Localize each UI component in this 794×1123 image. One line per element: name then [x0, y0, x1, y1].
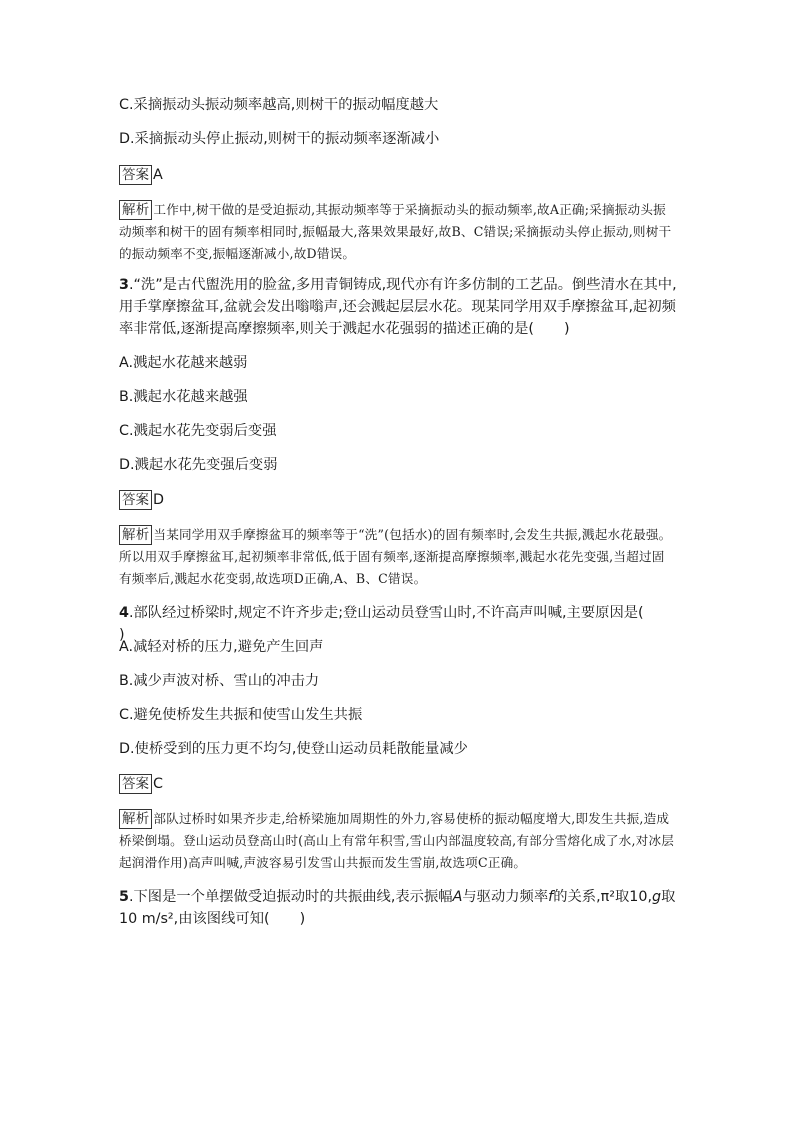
answer-value: A	[153, 167, 163, 183]
explanation-label: 解析	[119, 200, 152, 220]
answer-label: 答案	[119, 774, 152, 794]
explanation-text: 部队过桥时如果齐步走,给桥梁施加周期性的外力,容易使桥的振动幅度增大,即发生共振,造成桥梁倒塌。登山运动员登高山时(高山上有常年积雪,雪山内部温度较高,有部分雪熔化成了水,对冰层起润滑作用)高声叫喊,声波容易引发雪山共振而发生雪崩,故选项C正确。	[119, 811, 675, 870]
answer-value: C	[153, 776, 163, 792]
q4-stem: 4.部队经过桥梁时,规定不许齐步走;登山运动员登雪山时,不许高声叫喊,主要原因是()	[119, 605, 644, 643]
q2-option-d: D.采摘振动头停止振动,则树干的振动频率逐渐减小	[119, 131, 440, 147]
var-amplitude: A	[452, 889, 463, 905]
q3-stem: 3.“洗”是古代盥洗用的脸盆,多用青铜铸成,现代亦有许多仿制的工艺品。倒些清水在其中,用手掌摩擦盆耳,盆就会发出嗡嗡声,还会溅起层层水花。现某同学用双手摩擦盆耳,起初频率非常低,逐渐提高摩擦频率,则关于溅起水花强弱的描述正确的是( )	[119, 277, 677, 337]
question-number: 4	[119, 605, 129, 621]
q3-answer	[119, 489, 677, 511]
q2-answer	[119, 164, 677, 186]
question-number: 3	[119, 277, 129, 293]
answer-value: D	[153, 492, 165, 508]
q4-option-b: B.减少声波对桥、雪山的冲击力	[119, 673, 320, 689]
q3-option-a: A.溅起水花越来越弱	[119, 355, 248, 371]
var-frequency: f	[548, 889, 554, 905]
explanation-text: 工作中,树干做的是受迫振动,其振动频率等于采摘振动头的振动频率,故A正确;采摘振动头振动频率和树干的固有频率相同时,振幅最大,落果效果最好,故B、C错误;采摘振动头停止振动,则树干的振动频率不变,振幅逐渐减小,故D错误。	[119, 202, 672, 261]
q4-answer	[119, 773, 677, 795]
q2-option-c: C.采摘振动头振动频率越高,则树干的振动幅度越大	[119, 97, 439, 113]
explanation-label: 解析	[119, 525, 152, 545]
q5-stem: 5.下图是一个单摆做受迫振动时的共振曲线,表示振幅A与驱动力频率f的关系,π²取10,g取 10 m/s²,由该图线可知( )	[119, 889, 676, 927]
q4-option-c: C.避免使桥发生共振和使雪山发生共振	[119, 707, 363, 723]
q3-option-c: C.溅起水花先变弱后变强	[119, 423, 277, 439]
question-text: .部队经过桥梁时,规定不许齐步走;登山运动员登雪山时,不许高声叫喊,主要原因是(	[128, 605, 644, 621]
explanation-text: 当某同学用双手摩擦盆耳的频率等于“洗”(包括水)的固有频率时,会发生共振,溅起水花最强。所以用双手摩擦盆耳,起初频率非常低,低于固有频率,逐渐提高摩擦频率,溅起水花先变强,当超过固有频率后,溅起水花变弱,故选项D正确,A、B、C错误。	[119, 527, 672, 586]
q4-option-a: A.减轻对桥的压力,避免产生回声	[119, 639, 324, 655]
question-number: 5	[119, 889, 129, 905]
q4-option-d: D.使桥受到的压力更不均匀,使登山运动员耗散能量减少	[119, 741, 468, 757]
var-gravity: g	[652, 889, 662, 905]
q3-explanation	[119, 524, 677, 590]
explanation-label: 解析	[119, 809, 152, 829]
q3-option-d: D.溅起水花先变强后变弱	[119, 457, 278, 473]
question-text: .“洗”是古代盥洗用的脸盆,多用青铜铸成,现代亦有许多仿制的工艺品。倒些清水在其中,用手掌摩擦盆耳,盆就会发出嗡嗡声,还会溅起层层水花。现某同学用双手摩擦盆耳,起初频率非常低,逐渐提高摩擦频率,则关于溅起水花强弱的描述正确的是(	[119, 277, 677, 337]
q4-explanation	[119, 808, 677, 874]
answer-label: 答案	[119, 165, 152, 185]
q2-explanation	[119, 199, 677, 265]
q3-option-b: B.溅起水花越来越强	[119, 389, 248, 405]
answer-label: 答案	[119, 490, 152, 510]
